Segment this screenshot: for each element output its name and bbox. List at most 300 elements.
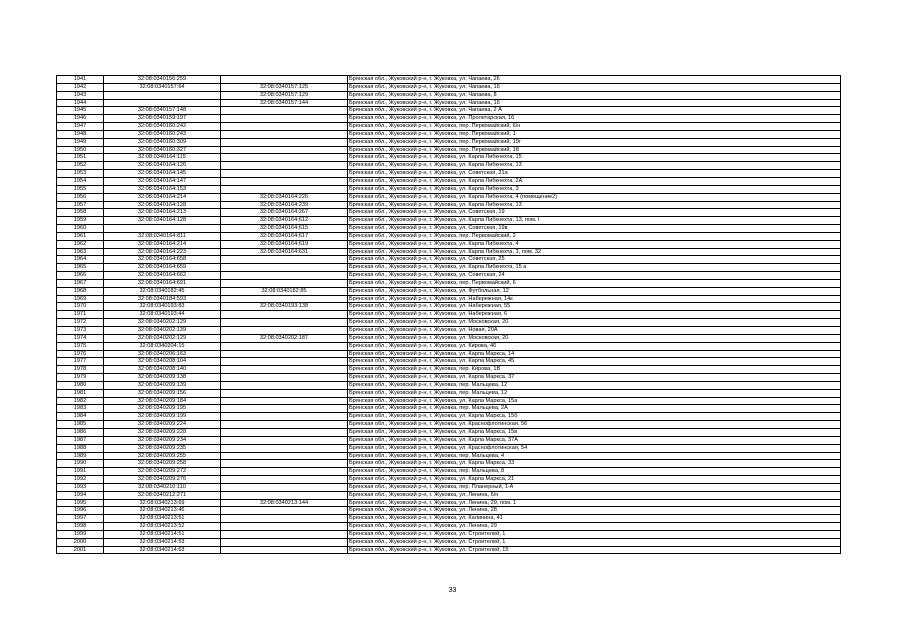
cadastral-number-cell: 32:08:0340184:593 — [104, 295, 221, 303]
row-number-cell: 1951 — [57, 154, 104, 162]
cadastral-number-cell: 32:08:0340160:327 — [104, 146, 221, 154]
object-cadastral-number-cell — [221, 256, 348, 264]
address-cell: Брянская обл., Жуковский р-н, г. Жуковка, ул. Пролетарская, 16 — [348, 115, 841, 123]
table-row — [57, 83, 841, 91]
cadastral-number-cell: 32:08:0340164:223 — [104, 248, 221, 256]
cadastral-number-cell: 32:08:0340164:691 — [104, 279, 221, 287]
object-cadastral-number-cell — [221, 154, 348, 162]
object-cadastral-number-cell — [221, 350, 348, 358]
object-cadastral-number-cell — [221, 405, 348, 413]
address-cell: Брянская обл., Жуковский р-н, г. Жуковка, ул. Карла Маркса, 45 — [348, 358, 841, 366]
cadastral-number-cell: 32:08:0340156:259 — [104, 76, 221, 84]
row-number-cell: 1973 — [57, 327, 104, 335]
object-cadastral-number-cell — [221, 515, 348, 523]
object-cadastral-number-cell — [221, 546, 348, 554]
object-cadastral-number-cell — [221, 374, 348, 382]
cadastral-number-cell: 32:08:0340214:51 — [104, 530, 221, 538]
table-row — [57, 436, 841, 444]
address-cell: Брянская обл., Жуковский р-н, г. Жуковка, ул. Карла Маркса, 37 — [348, 374, 841, 382]
cadastral-number-cell: 32:08:0340164:214 — [104, 240, 221, 248]
row-number-cell: 1956 — [57, 193, 104, 201]
object-cadastral-number-cell: 32:08:0340164:239 — [221, 201, 348, 209]
registry-table-body — [57, 76, 841, 554]
cadastral-number-cell: 32:08:0340209:156 — [104, 389, 221, 397]
row-number-cell: 1960 — [57, 225, 104, 233]
object-cadastral-number-cell: 32:08:0340182:85 — [221, 287, 348, 295]
cadastral-number-cell: 32:08:0340202:139 — [104, 327, 221, 335]
table-row — [57, 217, 841, 225]
address-cell: Брянская обл., Жуковский р-н, г. Жуковка, пер. Мальцева, 12 — [348, 389, 841, 397]
address-cell: Брянская обл., Жуковский р-н, г. Жуковка, ул. Карла Маркса, 33 — [348, 460, 841, 468]
row-number-cell: 2001 — [57, 546, 104, 554]
address-cell: Брянская обл., Жуковский р-н, г. Жуковка, ул. Чапаева, 16 — [348, 99, 841, 107]
address-cell: Брянская обл., Жуковский р-н, г. Жуковка, ул. Карла Либкнехта, 15 а — [348, 264, 841, 272]
row-number-cell: 1988 — [57, 444, 104, 452]
address-cell: Брянская обл., Жуковский р-н, г. Жуковка, ул. Советская, 24 — [348, 272, 841, 280]
row-number-cell: 1948 — [57, 130, 104, 138]
address-cell: Брянская обл., Жуковский р-н, г. Жуковка, ул. Московская, 20 — [348, 319, 841, 327]
row-number-cell: 1972 — [57, 319, 104, 327]
row-number-cell: 1966 — [57, 272, 104, 280]
object-cadastral-number-cell: 32:08:0340157:144 — [221, 99, 348, 107]
table-row — [57, 452, 841, 460]
row-number-cell: 1952 — [57, 162, 104, 170]
row-number-cell: 1949 — [57, 138, 104, 146]
address-cell: Брянская обл., Жуковский р-н, г. Жуковка, ул. Кирова, 46 — [348, 342, 841, 350]
object-cadastral-number-cell — [221, 428, 348, 436]
object-cadastral-number-cell — [221, 468, 348, 476]
cadastral-number-cell: 32:08:0340193:44 — [104, 311, 221, 319]
object-cadastral-number-cell — [221, 123, 348, 131]
table-row — [57, 311, 841, 319]
address-cell: Брянская обл., Жуковский р-н, г. Жуковка, ул. Ленина, 6/н — [348, 491, 841, 499]
object-cadastral-number-cell — [221, 185, 348, 193]
row-number-cell: 1977 — [57, 358, 104, 366]
object-cadastral-number-cell — [221, 476, 348, 484]
object-cadastral-number-cell — [221, 452, 348, 460]
cadastral-number-cell: 32:08:0340160:243 — [104, 130, 221, 138]
address-cell: Брянская обл., Жуковский р-н, г. Жуковка, ул. Карла Либкнехта, 13 — [348, 201, 841, 209]
cadastral-number-cell: 32:08:0340209:276 — [104, 476, 221, 484]
table-row — [57, 421, 841, 429]
row-number-cell: 1987 — [57, 436, 104, 444]
address-cell: Брянская обл., Жуковский р-н, г. Жуковка, ул. Карла Маркса, 15в — [348, 428, 841, 436]
cadastral-number-cell: 32:08:0340164:128 — [104, 217, 221, 225]
address-cell: Брянская обл., Жуковский р-н, г. Жуковка, ул. Набережная, 14к — [348, 295, 841, 303]
address-cell: Брянская обл., Жуковский р-н, г. Жуковка, ул. Чапаева, 16 — [348, 83, 841, 91]
address-cell: Брянская обл., Жуковский р-н, г. Жуковка, пер. Первомайский, 6 — [348, 279, 841, 287]
cadastral-number-cell: 32:08:0340209:195 — [104, 405, 221, 413]
row-number-cell: 1945 — [57, 107, 104, 115]
table-row — [57, 193, 841, 201]
object-cadastral-number-cell: 32:08:0340164:612 — [221, 217, 348, 225]
table-row — [57, 476, 841, 484]
table-row — [57, 389, 841, 397]
object-cadastral-number-cell — [221, 170, 348, 178]
table-row — [57, 185, 841, 193]
table-row — [57, 334, 841, 342]
row-number-cell: 1950 — [57, 146, 104, 154]
row-number-cell: 1982 — [57, 397, 104, 405]
row-number-cell: 1975 — [57, 342, 104, 350]
row-number-cell: 1976 — [57, 350, 104, 358]
row-number-cell: 1967 — [57, 279, 104, 287]
table-row — [57, 460, 841, 468]
table-row — [57, 256, 841, 264]
row-number-cell: 1989 — [57, 452, 104, 460]
address-cell: Брянская обл., Жуковский р-н, г. Жуковка, пер. Первомайский, 19г — [348, 138, 841, 146]
address-cell: Брянская обл., Жуковский р-н, г. Жуковка, ул. Строителей, 1 — [348, 530, 841, 538]
page-number: 33 — [448, 587, 457, 594]
row-number-cell: 1955 — [57, 185, 104, 193]
object-cadastral-number-cell — [221, 530, 348, 538]
row-number-cell: 1963 — [57, 248, 104, 256]
row-number-cell: 1992 — [57, 476, 104, 484]
table-row — [57, 468, 841, 476]
cadastral-number-cell: 32:08:0340159:197 — [104, 115, 221, 123]
object-cadastral-number-cell: 32:08:0340164:267 — [221, 209, 348, 217]
cadastral-number-cell: 32:08:0340164:213 — [104, 209, 221, 217]
address-cell: Брянская обл., Жуковский р-н, г. Жуковка, пер. Первомайский, 2 — [348, 232, 841, 240]
row-number-cell: 1981 — [57, 389, 104, 397]
object-cadastral-number-cell — [221, 444, 348, 452]
address-cell: Брянская обл., Жуковский р-н, г. Жуковка, ул. Чапаева, 2 А — [348, 107, 841, 115]
row-number-cell: 1968 — [57, 287, 104, 295]
object-cadastral-number-cell: 32:08:0340164:619 — [221, 240, 348, 248]
object-cadastral-number-cell — [221, 483, 348, 491]
address-cell: Брянская обл., Жуковский р-н, г. Жуковка, ул. Карла Маркса, 37А — [348, 436, 841, 444]
row-number-cell: 1957 — [57, 201, 104, 209]
address-cell: Брянская обл., Жуковский р-н, г. Жуковка, ул. Советская, 19в — [348, 225, 841, 233]
cadastral-number-cell: 32:08:0340164:147 — [104, 177, 221, 185]
table-row — [57, 515, 841, 523]
object-cadastral-number-cell: 32:08:0340164:226 — [221, 193, 348, 201]
table-row — [57, 240, 841, 248]
object-cadastral-number-cell — [221, 358, 348, 366]
table-row — [57, 177, 841, 185]
address-cell: Брянская обл., Жуковский р-н, г. Жуковка, ул. Карла Либкнехта, 3, пом. 32 — [348, 248, 841, 256]
cadastral-number-cell: 32:08:0340210:110 — [104, 483, 221, 491]
table-row — [57, 154, 841, 162]
object-cadastral-number-cell — [221, 342, 348, 350]
row-number-cell: 1954 — [57, 177, 104, 185]
cadastral-number-cell: 32:08:0340164:115 — [104, 154, 221, 162]
object-cadastral-number-cell: 32:08:0340213:144 — [221, 499, 348, 507]
table-row — [57, 138, 841, 146]
cadastral-number-cell: 32:08:0340209:234 — [104, 436, 221, 444]
object-cadastral-number-cell — [221, 436, 348, 444]
row-number-cell: 1997 — [57, 515, 104, 523]
cadastral-number-cell: 32:08:0340157:64 — [104, 83, 221, 91]
row-number-cell: 1993 — [57, 483, 104, 491]
row-number-cell: 2000 — [57, 538, 104, 546]
object-cadastral-number-cell — [221, 130, 348, 138]
object-cadastral-number-cell — [221, 107, 348, 115]
row-number-cell: 1958 — [57, 209, 104, 217]
table-row — [57, 225, 841, 233]
address-cell: Брянская обл., Жуковский р-н, г. Жуковка, ул. Краснофлотинская, 56 — [348, 421, 841, 429]
address-cell: Брянская обл., Жуковский р-н, г. Жуковка, пер. Первомайский, 18 — [348, 146, 841, 154]
table-row — [57, 491, 841, 499]
row-number-cell: 1990 — [57, 460, 104, 468]
cadastral-number-cell: 32:08:0340164:662 — [104, 272, 221, 280]
object-cadastral-number-cell: 32:08:0340193:138 — [221, 303, 348, 311]
row-number-cell: 1994 — [57, 491, 104, 499]
table-row — [57, 499, 841, 507]
address-cell: Брянская обл., Жуковский р-н, г. Жуковка, ул. Калинина, 41 — [348, 515, 841, 523]
object-cadastral-number-cell — [221, 397, 348, 405]
row-number-cell: 1970 — [57, 303, 104, 311]
cadastral-number-cell: 32:08:0340214:63 — [104, 546, 221, 554]
table-row — [57, 483, 841, 491]
object-cadastral-number-cell — [221, 366, 348, 374]
row-number-cell: 1984 — [57, 413, 104, 421]
cadastral-number-cell — [104, 225, 221, 233]
address-cell: Брянская обл., Жуковский р-н, г. Жуковка, ул. Карла Либкнехта, 13, пом. I — [348, 217, 841, 225]
table-row — [57, 374, 841, 382]
table-row — [57, 279, 841, 287]
address-cell: Брянская обл., Жуковский р-н, г. Жуковка, ул. Карла Либкнехта, 3 — [348, 185, 841, 193]
table-row — [57, 319, 841, 327]
address-cell: Брянская обл., Жуковский р-н, г. Жуковка, ул. Карла Маркса, 15а — [348, 397, 841, 405]
address-cell: Брянская обл., Жуковский р-н, г. Жуковка, ул. Карла Либкнехта, 2А — [348, 177, 841, 185]
cadastral-number-cell: 32:08:0340209:258 — [104, 460, 221, 468]
object-cadastral-number-cell: 32:08:0340164:617 — [221, 232, 348, 240]
row-number-cell: 1985 — [57, 421, 104, 429]
address-cell: Брянская обл., Жуковский р-н, г. Жуковка, пер. Мальцева, 4 — [348, 452, 841, 460]
table-row — [57, 295, 841, 303]
object-cadastral-number-cell — [221, 295, 348, 303]
cadastral-number-cell: 32:08:0340164:153 — [104, 185, 221, 193]
table-row — [57, 170, 841, 178]
table-row — [57, 264, 841, 272]
cadastral-number-cell: 32:08:0340209:138 — [104, 374, 221, 382]
address-cell: Брянская обл., Жуковский р-н, г. Жуковка, ул. Строителей, 15 — [348, 546, 841, 554]
cadastral-number-cell: 32:08:0340160:242 — [104, 123, 221, 131]
row-number-cell: 1971 — [57, 311, 104, 319]
address-cell: Брянская обл., Жуковский р-н, г. Жуковка, ул. Советская, 25 — [348, 256, 841, 264]
address-cell: Брянская обл., Жуковский р-н, г. Жуковка, ул. Ленина, 29, пом. 1 — [348, 499, 841, 507]
row-number-cell: 1991 — [57, 468, 104, 476]
address-cell: Брянская обл., Жуковский р-н, г. Жуковка, ул. Карла Либкнехта, 4 (помещение2) — [348, 193, 841, 201]
object-cadastral-number-cell — [221, 491, 348, 499]
address-cell: Брянская обл., Жуковский р-н, г. Жуковка, ул. Советская, 21а — [348, 170, 841, 178]
table-row — [57, 507, 841, 515]
cadastral-number-cell: 32:08:0340209:272 — [104, 468, 221, 476]
address-cell: Брянская обл., Жуковский р-н, г. Жуковка, ул. Футбольная, 12 — [348, 287, 841, 295]
cadastral-number-cell: 32:08:0340206:163 — [104, 350, 221, 358]
table-row — [57, 287, 841, 295]
address-cell: Брянская обл., Жуковский р-н, г. Жуковка, пер. Первомайский, 1 — [348, 130, 841, 138]
cadastral-number-cell: 32:08:0340209:235 — [104, 444, 221, 452]
cadastral-number-cell: 32:08:0340209:224 — [104, 421, 221, 429]
object-cadastral-number-cell — [221, 413, 348, 421]
cadastral-number-cell: 32:08:0340213:51 — [104, 515, 221, 523]
address-cell: Брянская обл., Жуковский р-н, г. Жуковка, ул. Чапаева, 26 — [348, 76, 841, 84]
row-number-cell: 1953 — [57, 170, 104, 178]
object-cadastral-number-cell — [221, 523, 348, 531]
address-cell: Брянская обл., Жуковский р-н, г. Жуковка, пер. Кирова, 1В — [348, 366, 841, 374]
row-number-cell: 1962 — [57, 240, 104, 248]
address-cell: Брянская обл., Жуковский р-н, г. Жуковка, ул. Набережная, 55 — [348, 303, 841, 311]
row-number-cell: 1964 — [57, 256, 104, 264]
table-row — [57, 123, 841, 131]
table-row — [57, 428, 841, 436]
cadastral-number-cell: 32:08:0340193:83 — [104, 303, 221, 311]
address-cell: Брянская обл., Жуковский р-н, г. Жуковка, ул. Карла Маркса, 15б — [348, 413, 841, 421]
cadastral-number-cell: 32:08:0340209:184 — [104, 397, 221, 405]
object-cadastral-number-cell — [221, 76, 348, 84]
row-number-cell: 1961 — [57, 232, 104, 240]
cadastral-number-cell: 32:08:0340208:140 — [104, 366, 221, 374]
table-row — [57, 91, 841, 99]
row-number-cell: 1983 — [57, 405, 104, 413]
cadastral-number-cell: 32:08:0340213:46 — [104, 507, 221, 515]
object-cadastral-number-cell — [221, 389, 348, 397]
object-cadastral-number-cell: 32:08:0340164:615 — [221, 225, 348, 233]
object-cadastral-number-cell — [221, 115, 348, 123]
object-cadastral-number-cell: 32:08:0340157:125 — [221, 83, 348, 91]
cadastral-number-cell: 32:08:0340164:128 — [104, 201, 221, 209]
row-number-cell: 1947 — [57, 123, 104, 131]
cadastral-number-cell: 32:08:0340164:659 — [104, 264, 221, 272]
object-cadastral-number-cell — [221, 146, 348, 154]
table-row — [57, 358, 841, 366]
cadastral-number-cell: 32:08:0340204:15 — [104, 342, 221, 350]
row-number-cell: 1996 — [57, 507, 104, 515]
cadastral-number-cell: 32:08:0340202:129 — [104, 319, 221, 327]
address-cell: Брянская обл., Жуковский р-н, г. Жуковка, ул. Карла Маркса, 14 — [348, 350, 841, 358]
address-cell: Брянская обл., Жуковский р-н, г. Жуковка, пер. Первомайский, 6/н — [348, 123, 841, 131]
object-cadastral-number-cell — [221, 264, 348, 272]
address-cell: Брянская обл., Жуковский р-н, г. Жуковка, ул. Карла Либкнехта, 15 — [348, 154, 841, 162]
table-row — [57, 248, 841, 256]
row-number-cell: 1944 — [57, 99, 104, 107]
row-number-cell: 1979 — [57, 374, 104, 382]
cadastral-number-cell: 32:08:0340182:45 — [104, 287, 221, 295]
table-row — [57, 146, 841, 154]
table-row — [57, 303, 841, 311]
address-cell: Брянская обл., Жуковский р-н, г. Жуковка, ул. Набережная, 6 — [348, 311, 841, 319]
table-row — [57, 538, 841, 546]
row-number-cell: 1978 — [57, 366, 104, 374]
table-row — [57, 162, 841, 170]
table-row — [57, 413, 841, 421]
table-row — [57, 99, 841, 107]
table-row — [57, 444, 841, 452]
table-row — [57, 115, 841, 123]
cadastral-number-cell — [104, 91, 221, 99]
table-row — [57, 327, 841, 335]
object-cadastral-number-cell: 32:08:0340157:129 — [221, 91, 348, 99]
cadastral-number-cell: 32:08:0340164:145 — [104, 170, 221, 178]
table-row — [57, 397, 841, 405]
table-row — [57, 342, 841, 350]
row-number-cell: 1959 — [57, 217, 104, 225]
cadastral-number-cell: 32:08:0340164:811 — [104, 232, 221, 240]
object-cadastral-number-cell — [221, 381, 348, 389]
object-cadastral-number-cell — [221, 272, 348, 280]
address-cell: Брянская обл., Жуковский р-н, г. Жуковка, пер. Планерный, 1-А — [348, 483, 841, 491]
cadastral-number-cell: 32:08:0340160:309 — [104, 138, 221, 146]
object-cadastral-number-cell — [221, 279, 348, 287]
table-row — [57, 201, 841, 209]
row-number-cell: 1974 — [57, 334, 104, 342]
cadastral-number-cell: 32:08:0340209:139 — [104, 381, 221, 389]
address-cell: Брянская обл., Жуковский р-н, г. Жуковка, пер. Мальцева, 12 — [348, 381, 841, 389]
cadastral-number-cell: 32:08:0340164:214 — [104, 193, 221, 201]
object-cadastral-number-cell — [221, 162, 348, 170]
table-row — [57, 209, 841, 217]
row-number-cell: 1995 — [57, 499, 104, 507]
object-cadastral-number-cell — [221, 421, 348, 429]
object-cadastral-number-cell: 32:08:0340202:187 — [221, 334, 348, 342]
cadastral-number-cell: 32:08:0340213:69 — [104, 499, 221, 507]
row-number-cell: 1943 — [57, 91, 104, 99]
table-row — [57, 272, 841, 280]
table-row — [57, 381, 841, 389]
row-number-cell: 1980 — [57, 381, 104, 389]
cadastral-number-cell: 32:08:0340164:658 — [104, 256, 221, 264]
cadastral-number-cell: 32:08:0340164:126 — [104, 162, 221, 170]
address-cell: Брянская обл., Жуковский р-н, г. Жуковка, ул. Советская, 19 — [348, 209, 841, 217]
cadastral-number-cell: 32:08:0340208:104 — [104, 358, 221, 366]
row-number-cell: 1941 — [57, 76, 104, 84]
address-cell: Брянская обл., Жуковский р-н, г. Жуковка, ул. Ленина, 29 — [348, 523, 841, 531]
address-cell: Брянская обл., Жуковский р-н, г. Жуковка, ул. Строителей, 1 — [348, 538, 841, 546]
address-cell: Брянская обл., Жуковский р-н, г. Жуковка, пер. Мальцева, 8 — [348, 468, 841, 476]
object-cadastral-number-cell — [221, 177, 348, 185]
table-row — [57, 546, 841, 554]
row-number-cell: 1942 — [57, 83, 104, 91]
address-cell: Брянская обл., Жуковский р-н, г. Жуковка, пер. Мальцева, 2А — [348, 405, 841, 413]
registry-table — [56, 75, 841, 554]
address-cell: Брянская обл., Жуковский р-н, г. Жуковка, ул. Новая, 20А — [348, 327, 841, 335]
object-cadastral-number-cell — [221, 138, 348, 146]
table-row — [57, 523, 841, 531]
row-number-cell: 1969 — [57, 295, 104, 303]
table-row — [57, 130, 841, 138]
cadastral-number-cell: 32:08:0340212:271 — [104, 491, 221, 499]
table-row — [57, 366, 841, 374]
row-number-cell: 1998 — [57, 523, 104, 531]
row-number-cell: 1999 — [57, 530, 104, 538]
address-cell: Брянская обл., Жуковский р-н, г. Жуковка, ул. Карла Либкнехта, 13 — [348, 162, 841, 170]
cadastral-number-cell: 32:08:0340209:255 — [104, 452, 221, 460]
table-row — [57, 107, 841, 115]
address-cell: Брянская обл., Жуковский р-н, г. Жуковка, ул. Краснофлотинская, 54 — [348, 444, 841, 452]
cadastral-number-cell: 32:08:0340214:53 — [104, 538, 221, 546]
row-number-cell: 1986 — [57, 428, 104, 436]
object-cadastral-number-cell — [221, 460, 348, 468]
object-cadastral-number-cell — [221, 538, 348, 546]
object-cadastral-number-cell — [221, 327, 348, 335]
address-cell: Брянская обл., Жуковский р-н, г. Жуковка, ул. Чапаева, 8 — [348, 91, 841, 99]
cadastral-number-cell: 32:08:0340157:148 — [104, 107, 221, 115]
object-cadastral-number-cell: 32:08:0340164:631 — [221, 248, 348, 256]
object-cadastral-number-cell — [221, 311, 348, 319]
table-row — [57, 76, 841, 84]
table-row — [57, 530, 841, 538]
cadastral-number-cell: 32:08:0340213:52 — [104, 523, 221, 531]
cadastral-number-cell: 32:08:0340209:199 — [104, 413, 221, 421]
object-cadastral-number-cell — [221, 507, 348, 515]
row-number-cell: 1965 — [57, 264, 104, 272]
cadastral-number-cell: 32:08:0340202:129 — [104, 334, 221, 342]
address-cell: Брянская обл., Жуковский р-н, г. Жуковка, ул. Карла Маркса, 21 — [348, 476, 841, 484]
address-cell: Брянская обл., Жуковский р-н, г. Жуковка, ул. Карла Либкнехта, 4 — [348, 240, 841, 248]
table-row — [57, 405, 841, 413]
